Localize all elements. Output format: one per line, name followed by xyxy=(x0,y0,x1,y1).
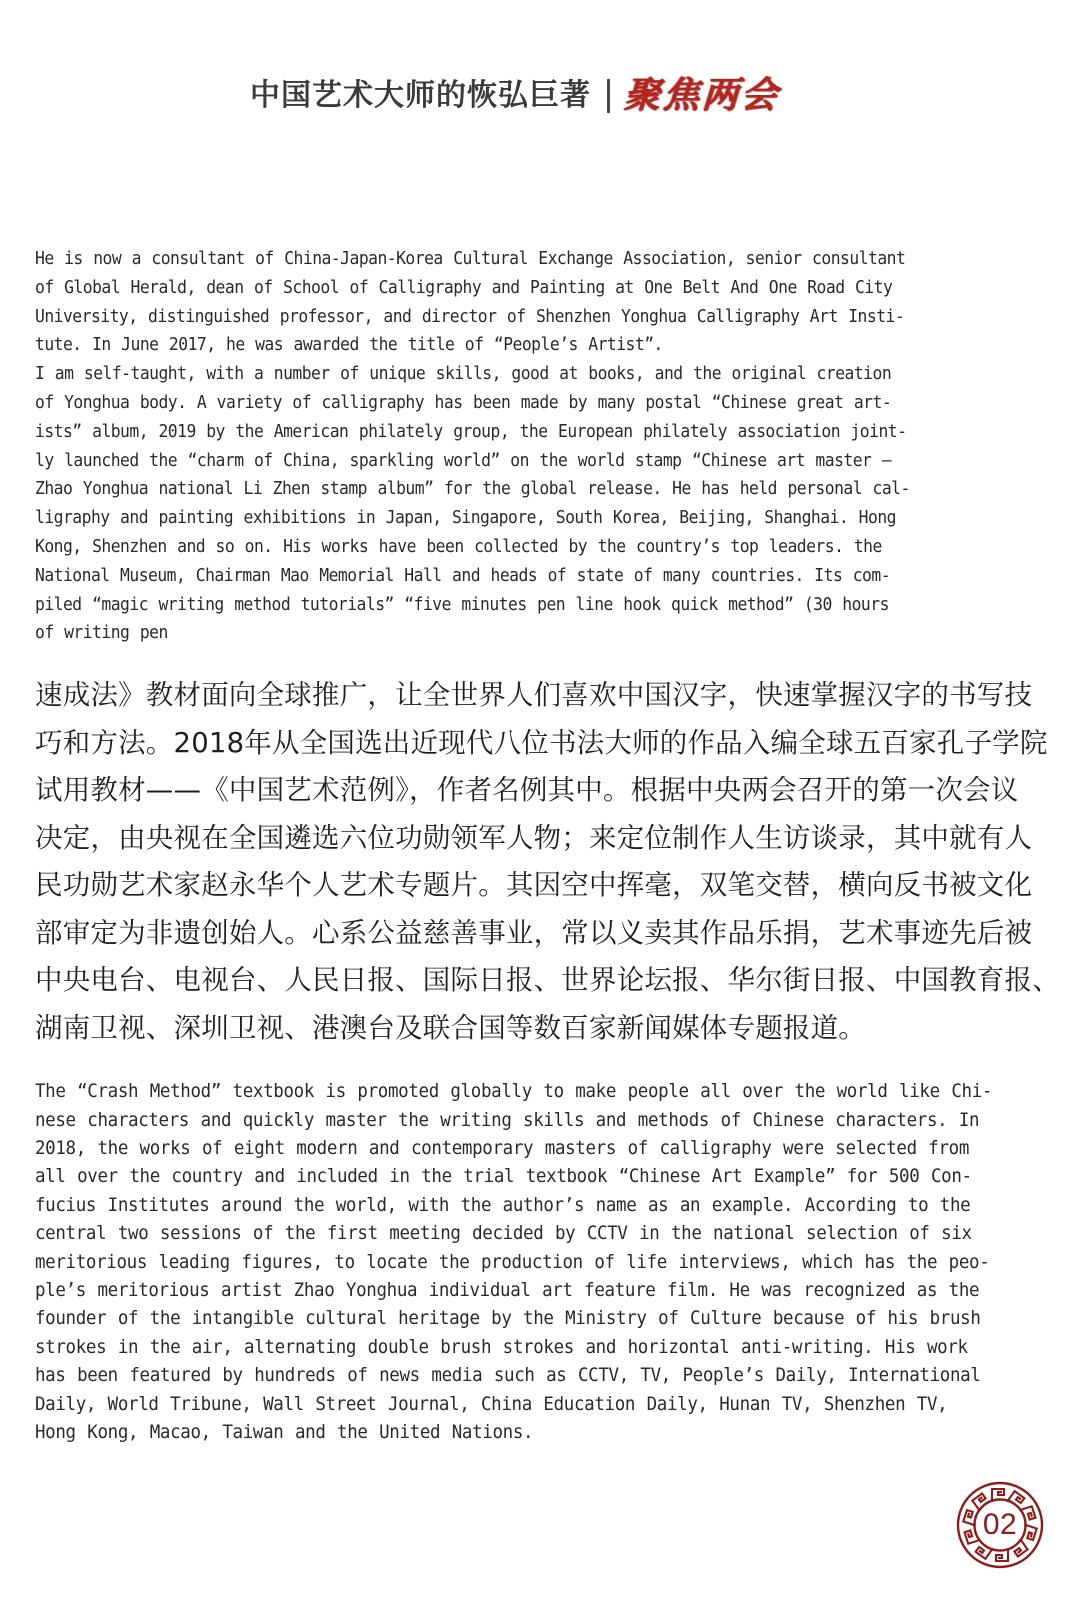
text-line: Daily, World Tribune, Wall Street Journal, China Education Daily, Hunan TV, Shenzhen TV, xyxy=(35,1393,948,1415)
text-line: 速成法》教材面向全球推广，让全世界人们喜欢中国汉字，快速掌握汉字的书写技 xyxy=(35,679,1033,712)
text-line: of writing pen xyxy=(35,623,168,644)
text-line: nese characters and quickly master the writing skills and methods of Chinese characters. In xyxy=(35,1109,980,1131)
text-line: of Yonghua body. A variety of calligraphy has been made by many postal “Chinese great art- xyxy=(35,392,892,413)
text-line: Hong Kong, Macao, Taiwan and the United Nations. xyxy=(35,1422,534,1444)
text-line: ly launched the “charm of China, sparkling world” on the world stamp “Chinese art master — xyxy=(35,450,892,471)
text-line: piled “magic writing method tutorials” “five minutes pen line hook quick method” (30 hours xyxy=(35,594,889,615)
text-line: ligraphy and painting exhibitions in Japan, Singapore, South Korea, Beijing, Shanghai. Hong xyxy=(35,508,896,529)
text-line: ists” album, 2019 by the American philately group, the European philately association joint- xyxy=(35,421,907,442)
text-line: 决定，由央视在全国遴选六位功勋领军人物；来定位制作人生访谈录，其中就有人 xyxy=(35,821,1033,854)
text-line: founder of the intangible cultural heritage by the Ministry of Culture because of his brush xyxy=(35,1308,981,1330)
text-line: 中央电台、电视台、人民日报、国际日报、世界论坛报、华尔街日报、中国教育报、 xyxy=(35,964,1060,997)
page-number-badge xyxy=(948,1473,1052,1577)
paragraph-chinese xyxy=(35,672,1060,1052)
text-line: central two sessions of the first meeting decided by CCTV in the national selection of six xyxy=(35,1223,972,1245)
page-number: 02 xyxy=(982,1508,1018,1541)
text-line: strokes in the air, alternating double brush strokes and horizontal anti-writing. His work xyxy=(35,1336,968,1358)
text-line: all over the country and included in the trial textbook “Chinese Art Example” for 500 Con- xyxy=(35,1166,972,1188)
text-line: I am self-taught, with a number of unique skills, good at books, and the original creation xyxy=(35,364,892,385)
text-line: of Global Herald, dean of School of Calligraphy and Painting at One Belt And One Road City xyxy=(35,277,893,298)
text-line: 巧和方法。2018年从全国选出近现代八位书法大师的作品入编全球五百家孔子学院 xyxy=(35,726,1048,759)
header-divider xyxy=(607,79,610,113)
paragraph-english-top xyxy=(35,245,943,648)
header-inner xyxy=(249,75,782,116)
document-content xyxy=(35,245,1060,1447)
text-line: He is now a consultant of China-Japan-Korea Cultural Exchange Association, senior consultant xyxy=(35,249,906,269)
text-line: fucius Institutes around the world, with the author’s name as an example. According to the xyxy=(35,1194,971,1216)
text-line: Zhao Yonghua national Li Zhen stamp album” for the global release. He has held personal cal- xyxy=(35,479,910,500)
text-line: tute. In June 2017, he was awarded the title of “People’s Artist”. xyxy=(35,335,663,356)
header-title: 中国艺术大师的恢弘巨著 xyxy=(249,78,591,113)
text-line: University, distinguished professor, and director of Shenzhen Yonghua Calligraphy Art Insti- xyxy=(35,306,905,327)
text-line: 试用教材——《中国艺术范例》，作者名例其中。根据中央两会召开的第一次会议 xyxy=(35,774,1019,807)
text-line: 2018, the works of eight modern and contemporary masters of calligraphy were selected from xyxy=(35,1137,970,1159)
text-line: 部审定为非遗创始人。心系公益慈善事业，常以义卖其作品乐捐，艺术事迹先后被 xyxy=(35,916,1033,949)
text-line: 民功勋艺术家赵永华个人艺术专题片。其因空中挥毫，双笔交替，横向反书被文化 xyxy=(35,869,1033,902)
text-line: Kong, Shenzhen and so on. His works have been collected by the country’s top leaders. the xyxy=(35,536,882,557)
text-line: has been featured by hundreds of news media such as CCTV, TV, People’s Daily, International xyxy=(35,1365,981,1387)
text-line: The “Crash Method” textbook is promoted globally to make people all over the world like Chi- xyxy=(35,1081,993,1103)
paragraph-english-bottom xyxy=(35,1078,993,1447)
text-line: meritorious leading figures, to locate the production of life interviews, which has the peo- xyxy=(35,1251,990,1273)
text-line: 湖南卫视、深圳卫视、港澳台及联合国等数百家新闻媒体专题报道。 xyxy=(35,1011,866,1044)
text-line: ple’s meritorious artist Zhao Yonghua individual art feature film. He was recognized as the xyxy=(35,1280,980,1301)
header-brand-calligraphy: 聚焦两会 xyxy=(622,75,782,116)
page-header xyxy=(0,68,1080,124)
text-line: National Museum, Chairman Mao Memorial Hall and heads of state of many countries. Its com- xyxy=(35,565,891,586)
